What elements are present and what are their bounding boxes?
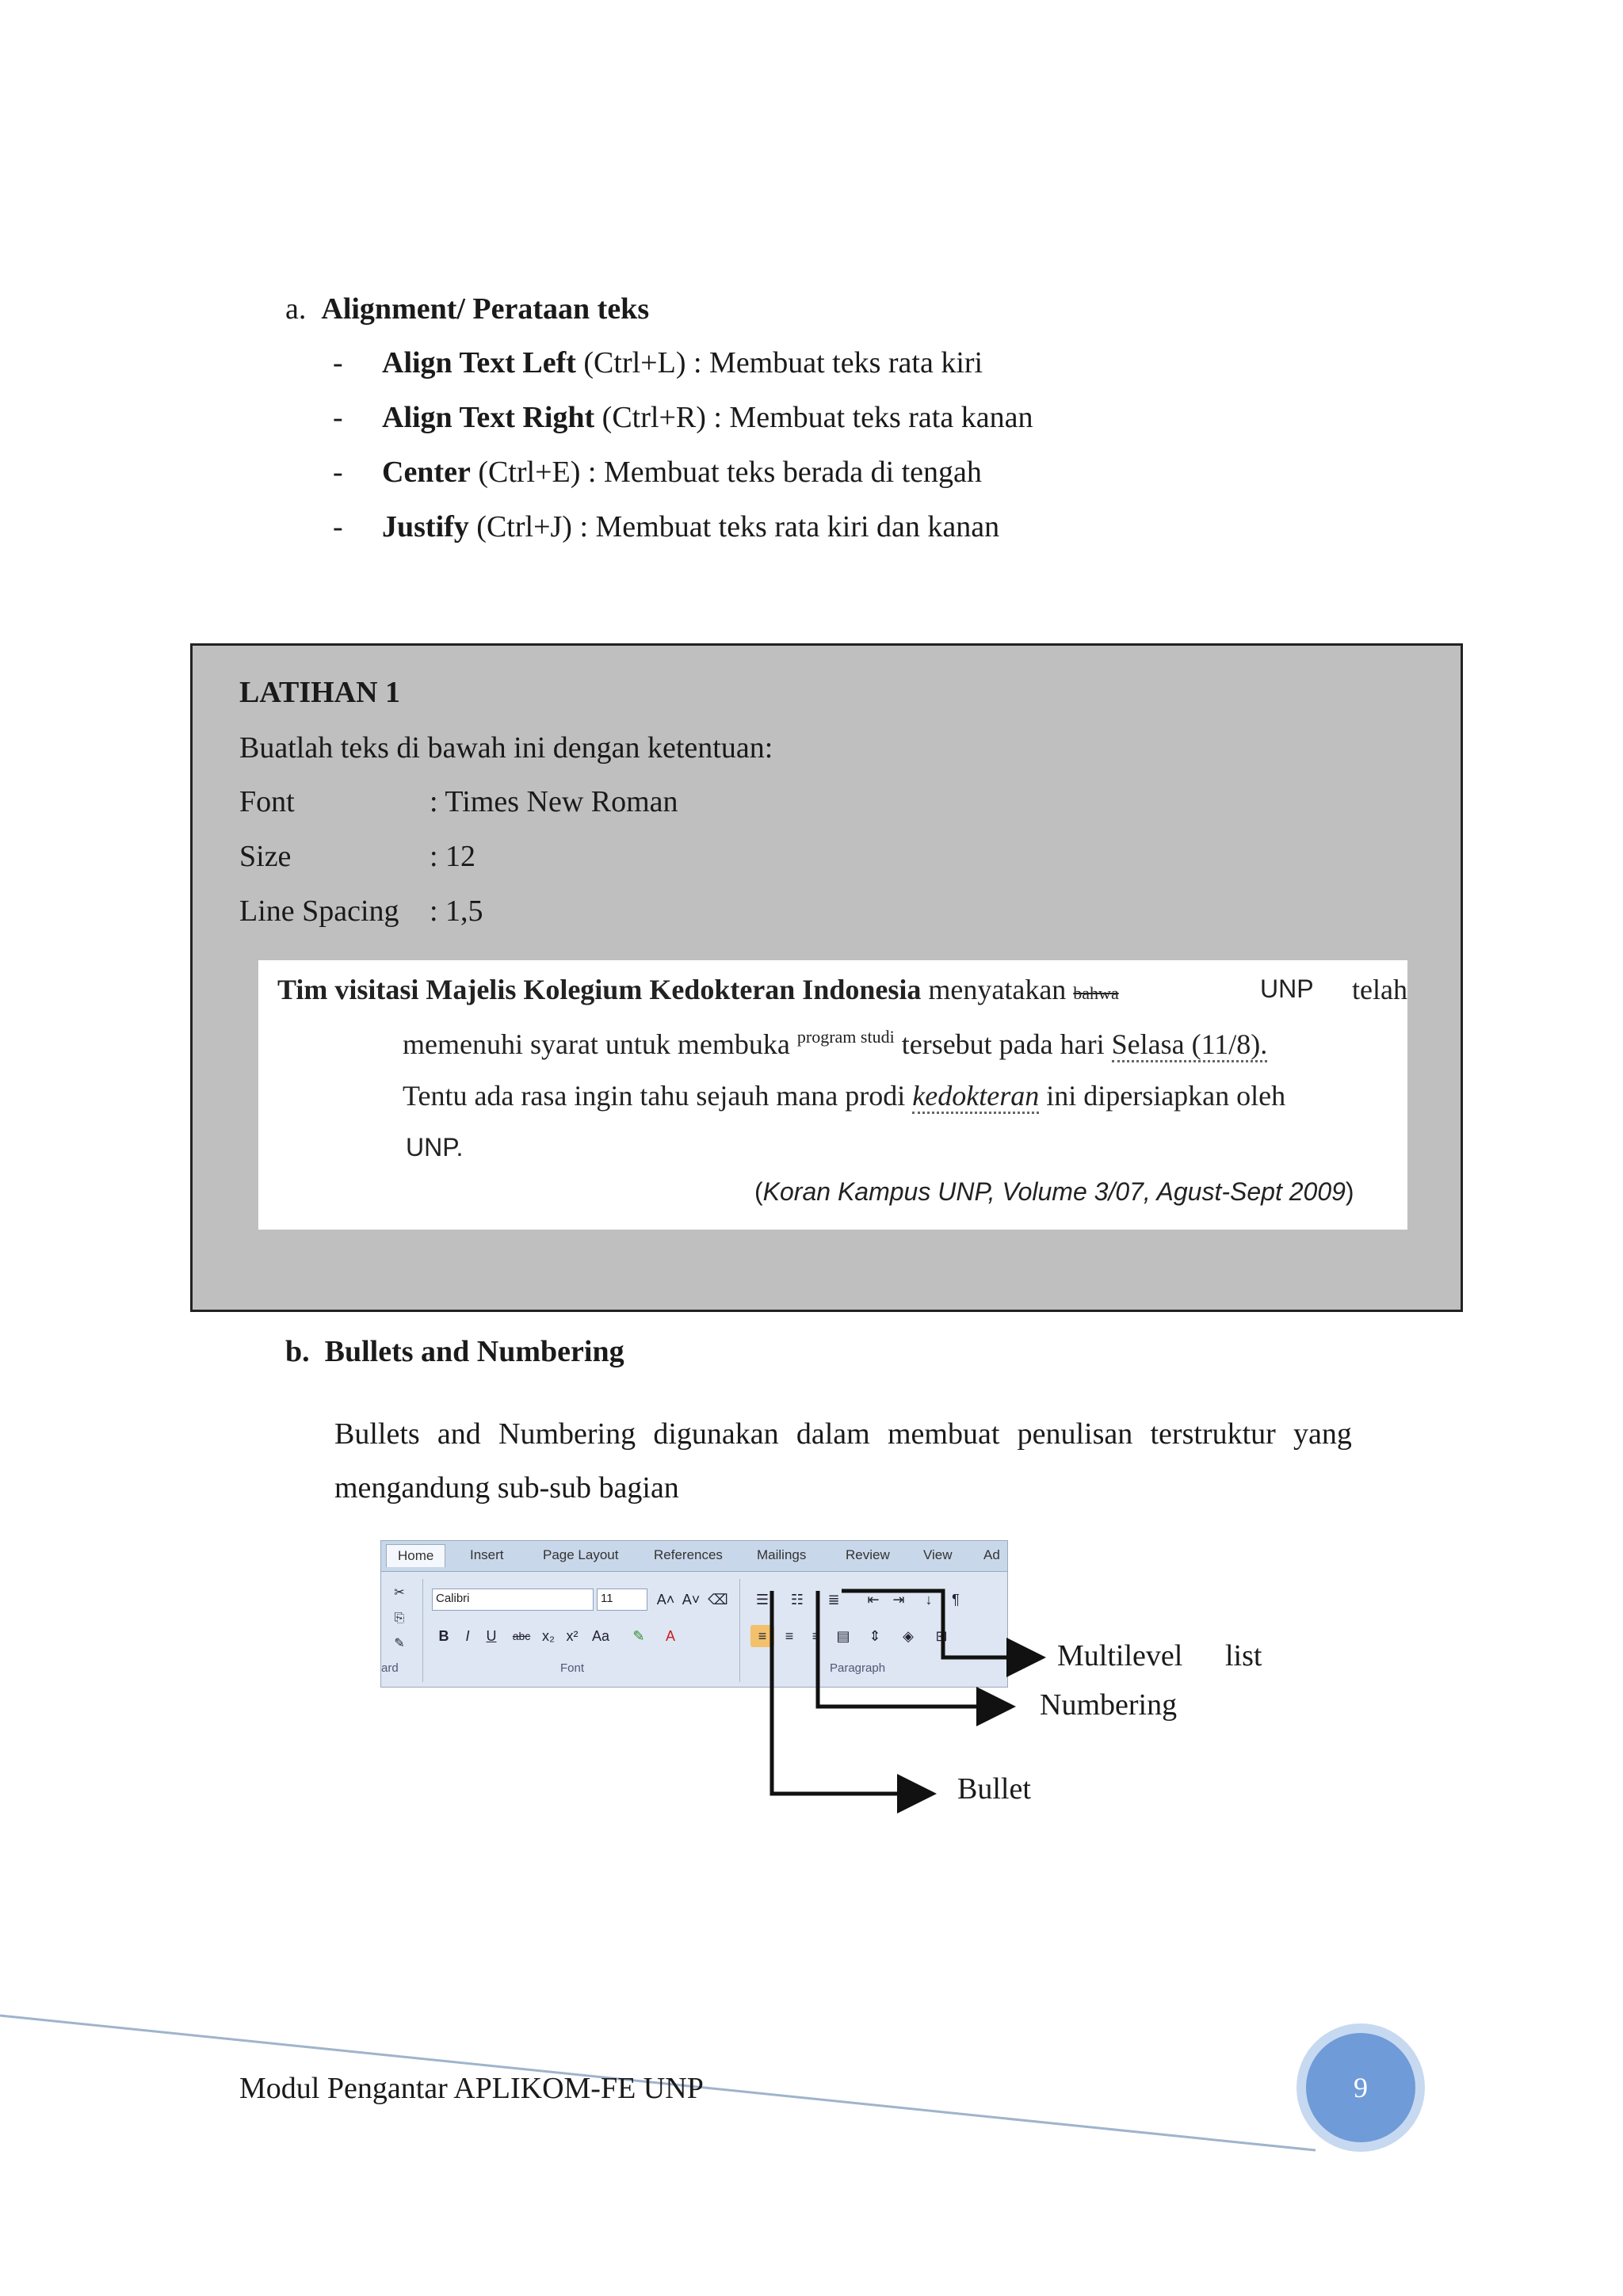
sample-line: Tim visitasi Majelis Kolegium Kedokteran Indonesia menyatakan bahwa UNP telah [277, 974, 1407, 1005]
tab-insert: Insert [470, 1547, 504, 1562]
copy-icon: ⎘ [394, 1611, 405, 1625]
clear-format-icon: ⌫ [708, 1592, 728, 1608]
line-spacing-icon: ⇕ [869, 1628, 881, 1644]
align-right-icon: ≡ [812, 1628, 821, 1644]
change-case-icon: Aa [591, 1628, 610, 1644]
tab-review: Review [846, 1547, 890, 1562]
sample-line: Tentu ada rasa ingin tahu sejauh mana prodi kedokteran ini dipersiapkan oleh [403, 1079, 1285, 1112]
exercise-instruction: Buatlah teks di bawah ini dengan ketentuan: [239, 731, 773, 765]
sort-icon: ↓ [925, 1592, 933, 1608]
list-item: - Center (Ctrl+E) : Membuat teks berada di tengah [333, 456, 982, 489]
multilevel-list-icon: ≣ [827, 1592, 840, 1608]
numbering-label: Numbering [1040, 1688, 1178, 1722]
sample-line: memenuhi syarat untuk membuka $^{program studi}$ tersebut pada hari Selasa (11/8). [403, 1027, 1267, 1061]
justify-icon: ▤ [836, 1628, 850, 1644]
spec-value: : 1,5 [430, 894, 483, 928]
superscript-icon: x² [566, 1628, 579, 1644]
tab-mailings: Mailings [757, 1547, 807, 1562]
italic-icon: I [465, 1628, 470, 1644]
list-item: - Align Text Right (Ctrl+R) : Membuat teks rata kanan [333, 401, 1033, 434]
bullet-label: Bullet [957, 1772, 1031, 1806]
borders-icon: ⊞ [935, 1628, 948, 1644]
highlight-icon: ✎ [632, 1628, 645, 1644]
bullets-icon: ☰ [755, 1592, 769, 1608]
shrink-font-icon: A˅ [682, 1592, 701, 1608]
bold-icon: B [438, 1628, 449, 1644]
font-group-label: Font [560, 1661, 585, 1675]
section-b-title: Bullets and Numbering [324, 1335, 624, 1368]
format-painter-icon: ✎ [394, 1637, 405, 1650]
font-name-box: Calibri [432, 1589, 594, 1611]
tab-home: Home [386, 1544, 445, 1567]
section-a-title: Alignment/ Perataan teks [321, 292, 650, 326]
shading-icon: ◈ [903, 1628, 914, 1644]
tab-references: References [654, 1547, 723, 1562]
decrease-indent-icon: ⇤ [867, 1592, 880, 1608]
paragraph-group-label: Paragraph [830, 1661, 886, 1675]
strikethrough-icon: abc [512, 1630, 531, 1642]
spec-value: : Times New Roman [430, 785, 678, 818]
grow-font-icon: A˄ [656, 1592, 675, 1608]
section-a-marker: a. [285, 292, 307, 326]
page-number: 9 [1306, 2033, 1415, 2142]
footer-text: Modul Pengantar APLIKOM-FE UNP [239, 2072, 704, 2105]
multilevel-list-label: list [1225, 1639, 1262, 1672]
underline-icon: U [486, 1628, 497, 1644]
font-size-box: 11 [597, 1589, 647, 1611]
spec-label: Line Spacing [239, 894, 399, 928]
numbering-icon: ☷ [790, 1592, 804, 1608]
spec-label: Size [239, 840, 292, 873]
align-left-icon: ≡ [750, 1625, 774, 1647]
sample-line: UNP. [406, 1133, 464, 1161]
tab-page-layout: Page Layout [543, 1547, 619, 1562]
clipboard-group-label: ard [381, 1661, 399, 1675]
tab-view: View [923, 1547, 953, 1562]
font-color-icon: A [665, 1628, 675, 1644]
list-item: - Justify (Ctrl+J) : Membuat teks rata kiri dan kanan [333, 510, 1000, 543]
paragraph-line: mengandung sub-sub bagian [334, 1471, 679, 1505]
spec-value: : 12 [430, 840, 476, 873]
spec-label: Font [239, 785, 295, 818]
subscript-icon: x₂ [542, 1628, 555, 1644]
citation: (Koran Kampus UNP, Volume 3/07, Agust-Sept 2009) [754, 1177, 1354, 1206]
paste-icon: ✂ [394, 1586, 405, 1600]
tab-add-ins: Ad [983, 1547, 1000, 1562]
multilevel-label: Multilevel [1057, 1639, 1183, 1672]
pilcrow-icon: ¶ [952, 1592, 960, 1608]
paragraph-line: Bullets and Numbering digunakan dalam membuat penulisan terstruktur yang [334, 1417, 1352, 1451]
exercise-title: LATIHAN 1 [239, 676, 401, 709]
increase-indent-icon: ⇥ [892, 1592, 905, 1608]
section-b-marker: b. [285, 1335, 310, 1368]
align-center-icon: ≡ [785, 1628, 794, 1644]
list-item: - Align Text Left (Ctrl+L) : Membuat teks rata kiri [333, 346, 983, 379]
